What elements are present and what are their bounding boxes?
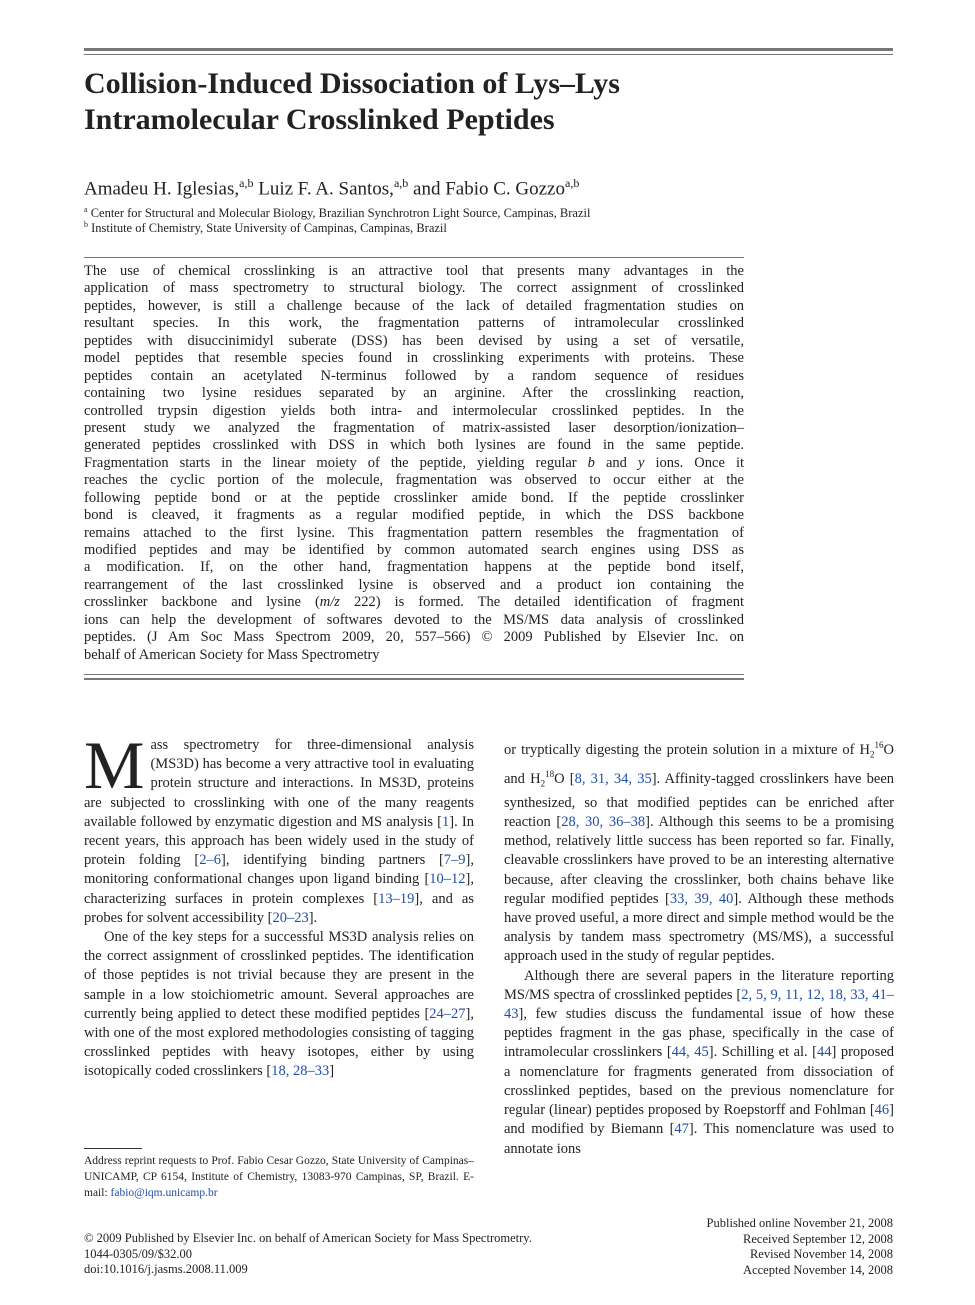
intro-paragraph-1 <box>84 727 474 928</box>
abstract <box>84 263 744 664</box>
body-column-right <box>504 736 894 1159</box>
article-title <box>84 66 884 138</box>
intro-paragraph-3: or tryptically digesting the protein solution in a mixture of $H_2^{16}O$ and $H_2^{18}O$ [8, 31, 34, 35]. Affinity-tagged crosslinkers have been synthesized, so that modified peptides can be enriched after reaction [28, 30, 36–38]. Although this seems to be a promising method, relatively little success has been reported so far. Finally, cleavable crosslinkers have proved to be an interesting alternative because, after cleaving the crosslinker, both chains behave like regular modified peptides [33, 39, 40]. Although these methods have proved useful, a more direct and simple method would be the analysis by tandem mass spectrometry (MS/MS), a successful approach used in the study of regular peptides. <box>504 740 894 965</box>
abstract-line: peptides. (J Am Soc Mass Spectrom 2009, 20, 557–566) © 2009 Published by Elsevier Inc. on <box>84 629 744 646</box>
history-dates <box>707 1216 893 1278</box>
author-affil-mark: a,b <box>565 176 580 190</box>
title-line-1: Collision-Induced Dissociation of Lys–Lys <box>84 67 620 100</box>
copyright-line: © 2009 Published by Elsevier Inc. on behalf of American Society for Mass Spectrometry. <box>84 1231 532 1245</box>
intro-paragraph-2: One of the key steps for a successful MS3D analysis relies on the correct assignment of crosslinked peptides. The identification of those peptides is not trivial because they are present in the sample in a low stoichiometric amount. Several approaches are currently being applied to detect these modified peptides [24–27], with one of the most explored methodologies consisting of tagging crosslinked peptides with heavy isotopes, either by using isotopically coded crosslinkers [18, 28–33] <box>84 929 474 1080</box>
header-rule-thin <box>84 54 893 55</box>
author-name: Luiz F. A. Santos, <box>258 178 394 200</box>
abstract-line: behalf of American Society for Mass Spectrometry <box>84 646 380 663</box>
paragraph-text: ass spectrometry for three-dimensional analysis (MS3D) has become a very attractive tool in evaluating protein structure and interactions. In MS3D, proteins are subjected to crosslinking with one of the many reagents available followed by enzymatic digestion and MS analysis [1]. In recent years, this approach has been widely used in the study of protein folding [2–6], identifying binding partners [7–9], monitoring conformational changes upon ligand binding [10–12], characterizing surfaces in protein complexes [13–19], and as probes for solvent accessibility [20–23]. <box>84 737 474 926</box>
author-name: Amadeu H. Iglesias, <box>84 178 240 200</box>
abstract-line: peptides with disuccinimidyl suberate (DSS) has been devised by using a set of versatile, <box>84 332 744 349</box>
drop-cap: M <box>84 727 145 803</box>
abstract-line: a modification. If, on the other hand, fragmentation happens at the peptide bond itself, <box>84 559 744 576</box>
abstract-line: model peptides that resemble species found in crosslinking experiments with proteins. These <box>84 350 744 367</box>
published-online-date: Published online November 21, 2008 <box>706 1216 893 1230</box>
abstract-top-rule <box>84 257 744 258</box>
footnote-rule <box>84 1148 142 1149</box>
copyright-block <box>84 1231 532 1278</box>
affiliation-a <box>84 205 590 221</box>
abstract-line: controlled trypsin digestion yields both intra- and intermolecular crosslinked peptides. In the <box>84 402 744 419</box>
intro-paragraph-4: Although there are several papers in the literature reporting MS/MS spectra of crosslinked peptides [2, 5, 9, 11, 12, 18, 33, 41–43], few studies discuss the fundamental issue of how these peptides fragment in the gas phase, specifically in the case of intramolecular crosslinkers [44, 45]. Schilling et al. [44] proposed a nomenclature for fragments generated from dissociation of crosslinked peptides, based on the previous nomenclature for regular (linear) peptides proposed by Roepstorff and Fohlman [46] and modified by Biemann [47]. This nomenclature was used to annotate ions <box>504 967 895 1157</box>
affiliation-text: Institute of Chemistry, State University of Campinas, Campinas, Brazil <box>91 221 447 236</box>
header-rule-thick <box>84 48 893 51</box>
correspondence-footnote <box>84 1153 474 1202</box>
revised-date: Revised November 14, 2008 <box>749 1247 893 1262</box>
abstract-line: crosslinker backbone and lysine (m/z 222) is formed. The detailed identification of fragment <box>84 594 744 611</box>
abstract-line: peptides, however, is still a challenge because of the lack of detailed fragmentation studies on <box>84 297 744 314</box>
author-list <box>84 176 579 200</box>
abstract-bottom-rule-thick <box>84 678 744 680</box>
abstract-line: peptides contain an acetylated N-terminus followed by a random sequence of residues <box>84 367 744 384</box>
abstract-bottom-rule-thin <box>84 674 744 675</box>
abstract-line: reaches the cyclic portion of the molecule, fragmentation was observed to occur either at the <box>84 472 744 489</box>
abstract-line: Fragmentation starts in the linear moiety of the peptide, yielding regular b and y ions. Once it <box>84 454 745 471</box>
abstract-line: present study we analyzed the fragmentation of matrix-assisted laser desorption/ionization– <box>84 419 744 436</box>
affiliation-b <box>84 220 447 236</box>
doi: doi:10.1016/j.jasms.2008.11.009 <box>84 1262 248 1277</box>
footnote-text: Address reprint requests to Prof. Fabio Cesar Gozzo, State University of Campinas–UNICAMP, CP 6154, Institute of Chemistry, 13083-970 Campinas, SP, Brazil. E-mail: <box>84 1155 474 1200</box>
issn-price: 1044-0305/09/$32.00 <box>84 1246 192 1261</box>
abstract-line: bond is cleaved, it fragments as a regular modified peptide, in which the DSS backbone <box>84 507 744 524</box>
received-date: Received September 12, 2008 <box>743 1231 893 1246</box>
author-affil-mark: a,b <box>239 176 254 190</box>
title-line-2: Intramolecular Crosslinked Peptides <box>84 103 555 136</box>
abstract-line: containing two lysine residues separated by an arginine. After the crosslinking reaction, <box>84 385 744 402</box>
abstract-line: application of mass spectrometry to structural biology. The correct assignment of crosslinked <box>84 280 744 297</box>
email-link[interactable]: fabio@iqm.unicamp.br <box>110 1187 218 1200</box>
affiliation-text: Center for Structural and Molecular Biology, Brazilian Synchrotron Light Source, Campinas, Brazil <box>90 206 591 221</box>
affiliation-mark: b <box>84 220 88 229</box>
abstract-line: modified peptides and may be identified by common automated search engines using DSS as <box>84 542 744 558</box>
abstract-line: ions can help the development of softwares devoted to the MS/MS data analysis of crosslinked <box>84 611 744 628</box>
author-name: and Fabio C. Gozzo <box>413 178 565 200</box>
abstract-line: rearrangement of the last crosslinked lysine is observed and a product ion containing the <box>84 576 744 593</box>
author-affil-mark: a,b <box>393 176 409 190</box>
abstract-line: resultant species. In this work, the fragmentation patterns of intramolecular crosslinked <box>84 315 744 332</box>
body-column-left <box>84 727 474 1082</box>
abstract-line: The use of chemical crosslinking is an attractive tool that presents many advantages in the <box>84 263 744 279</box>
abstract-line: following peptide bond or at the peptide crosslinker amide bond. If the peptide crosslinker <box>84 489 744 506</box>
abstract-line: generated peptides crosslinked with DSS in which both lysines are found in the same peptide. <box>84 437 744 454</box>
abstract-line: remains attached to the first lysine. This fragmentation pattern resembles the fragmentation of <box>84 524 744 541</box>
accepted-date: Accepted November 14, 2008 <box>743 1262 893 1277</box>
affiliation-mark: a <box>84 205 88 214</box>
